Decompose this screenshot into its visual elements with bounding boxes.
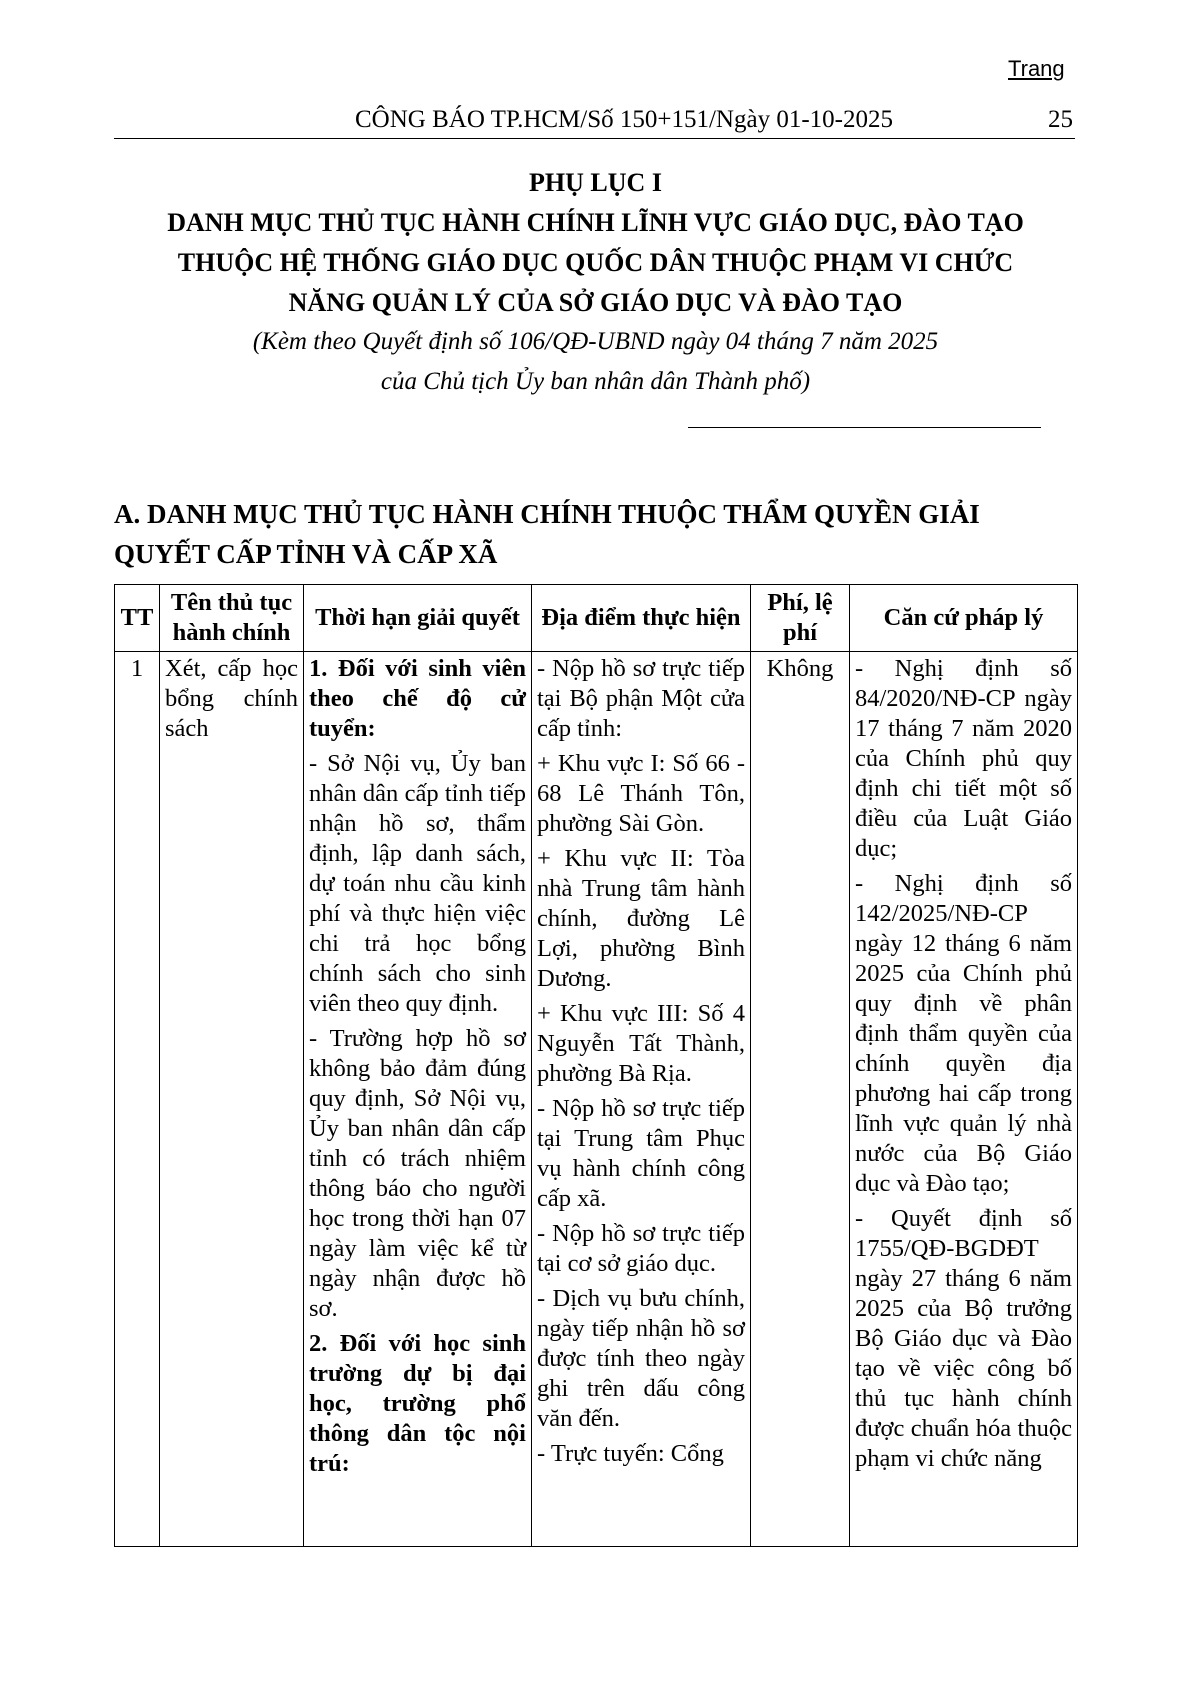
cell-tt: 1 bbox=[115, 652, 160, 1547]
divider-line bbox=[688, 427, 1041, 428]
page-label: Trang bbox=[1008, 56, 1065, 81]
running-header bbox=[114, 104, 1075, 139]
appendix-title-line-2: THUỘC HỆ THỐNG GIÁO DỤC QUỐC DÂN THUỘC PHẠM VI CHỨC bbox=[177, 248, 1014, 277]
location-item: - Nộp hồ sơ trực tiếp tại Trung tâm Phục vụ hành chính công cấp xã. bbox=[537, 1095, 745, 1212]
header-processing-time: Thời hạn giải quyết bbox=[304, 585, 532, 652]
header-tt: TT bbox=[115, 585, 160, 652]
section-a-title-line-1: A. DANH MỤC THỦ TỤC HÀNH CHÍNH THUỘC THẨM QUYỀN GIẢI bbox=[114, 499, 980, 529]
appendix-label: PHỤ LỤC I bbox=[529, 168, 662, 197]
table-row bbox=[115, 652, 1078, 1547]
legal-item: - Quyết định số 1755/QĐ-BGDĐT ngày 27 tháng 6 năm 2025 của Bộ trưởng Bộ Giáo dục và Đào tạo về việc công bố thủ tục hành chính được chuẩn hóa thuộc phạm vi chức năng bbox=[855, 1205, 1072, 1472]
location-item: - Nộp hồ sơ trực tiếp tại cơ sở giáo dục. bbox=[537, 1220, 745, 1277]
location-item: + Khu vực II: Tòa nhà Trung tâm hành chính, đường Lê Lợi, phường Bình Dương. bbox=[537, 845, 745, 992]
location-item: - Dịch vụ bưu chính, ngày tiếp nhận hồ sơ được tính theo ngày ghi trên dấu công văn đến. bbox=[537, 1285, 745, 1432]
header-procedure-name: Tên thủ tục hành chính bbox=[160, 585, 304, 652]
location-item: - Trực tuyến: Cổng bbox=[537, 1440, 724, 1467]
location-item: + Khu vực III: Số 4 Nguyễn Tất Thành, phường Bà Rịa. bbox=[537, 1000, 745, 1087]
time-heading-1: 1. Đối với sinh viên theo chế độ cử tuyển: bbox=[309, 655, 526, 742]
appendix-subtitle-line-2: của Chủ tịch Ủy ban nhân dân Thành phố) bbox=[380, 368, 811, 395]
cell-legal-basis bbox=[850, 652, 1078, 1547]
cell-processing-time bbox=[304, 652, 532, 1547]
cell-procedure-name bbox=[160, 652, 304, 1547]
time-heading-2: 2. Đối với học sinh trường dự bị đại học, trường phổ thông dân tộc nội trú: bbox=[309, 1330, 526, 1477]
legal-item: - Nghị định số 84/2020/NĐ-CP ngày 17 tháng 7 năm 2020 của Chính phủ quy định chi tiết một số điều của Luật Giáo dục; bbox=[855, 655, 1072, 862]
table-header-row bbox=[115, 585, 1078, 652]
appendix-title-line-3: NĂNG QUẢN LÝ CỦA SỞ GIÁO DỤC VÀ ĐÀO TẠO bbox=[288, 288, 903, 317]
header-fee: Phí, lệ phí bbox=[751, 585, 850, 652]
appendix-title-line-1: DANH MỤC THỦ TỤC HÀNH CHÍNH LĨNH VỰC GIÁO DỤC, ĐÀO TẠO bbox=[167, 208, 1024, 237]
header-location: Địa điểm thực hiện bbox=[532, 585, 751, 652]
location-item: - Nộp hồ sơ trực tiếp tại Bộ phận Một cửa cấp tỉnh: bbox=[537, 655, 745, 742]
section-a-title-line-2: QUYẾT CẤP TỈNH VÀ CẤP XÃ bbox=[114, 539, 498, 569]
header-legal-basis: Căn cứ pháp lý bbox=[850, 585, 1078, 652]
legal-item: - Nghị định số 142/2025/NĐ-CP ngày 12 tháng 6 năm 2025 của Chính phủ quy định về phân định thẩm quyền của chính quyền địa phương hai cấp trong lĩnh vực quản lý nhà nước của Bộ Giáo dục và Đào tạo; bbox=[855, 870, 1072, 1197]
procedures-table bbox=[114, 584, 1078, 1547]
cell-fee: Không bbox=[751, 652, 850, 1547]
time-paragraph: - Sở Nội vụ, Ủy ban nhân dân cấp tỉnh tiếp nhận hồ sơ, thẩm định, lập danh sách, dự toán nhu cầu kinh phí và thực hiện việc chi trả học bổng chính sách cho sinh viên theo quy định. bbox=[309, 750, 526, 1017]
cell-location bbox=[532, 652, 751, 1547]
appendix-subtitle-line-1: (Kèm theo Quyết định số 106/QĐ-UBND ngày 04 tháng 7 năm 2025 bbox=[252, 328, 939, 355]
procedure-name: Xét, cấp học bổng chính sách bbox=[165, 655, 298, 742]
location-item: + Khu vực I: Số 66 - 68 Lê Thánh Tôn, phường Sài Gòn. bbox=[537, 750, 745, 837]
time-paragraph: - Trường hợp hồ sơ không bảo đảm đúng quy định, Sở Nội vụ, Ủy ban nhân dân cấp tỉnh có trách nhiệm thông báo cho người học trong thời hạn 07 ngày làm việc kể từ ngày nhận được hồ sơ. bbox=[309, 1025, 526, 1322]
page-number: 25 bbox=[1048, 106, 1073, 133]
gazette-title: CÔNG BÁO TP.HCM/Số 150+151/Ngày 01-10-2025 bbox=[355, 106, 893, 133]
